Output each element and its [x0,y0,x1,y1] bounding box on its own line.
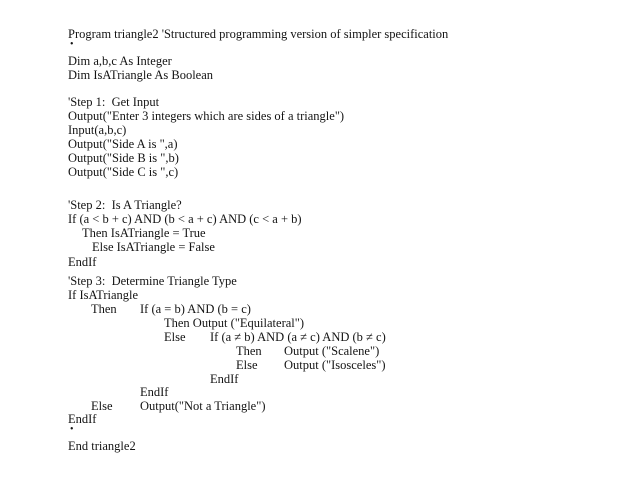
code-line: Then [236,344,262,358]
code-line: Else [236,358,258,372]
program-header: Program triangle2 'Structured programming version of simpler specification [68,27,449,41]
step3-comment: 'Step 3: Determine Triangle Type [68,274,237,288]
bullet-dot: • [70,424,74,435]
declaration-line: Dim IsATriangle As Boolean [68,68,214,82]
step2-comment: 'Step 2: Is A Triangle? [68,198,182,212]
code-line: If (a ≠ b) AND (a ≠ c) AND (b ≠ c) [210,330,386,344]
code-line: EndIf [210,372,239,386]
code-line: If IsATriangle [68,288,139,302]
code-line: EndIf [68,412,97,426]
code-line: Output("Side C is ",c) [68,165,179,179]
code-line: If (a = b) AND (b = c) [140,302,251,316]
code-line: Output("Side B is ",b) [68,151,179,165]
code-line: Output ("Scalene") [284,344,380,358]
code-line: Else [164,330,186,344]
program-footer: End triangle2 [68,439,136,453]
code-line: Output ("Isosceles") [284,358,386,372]
code-line: Then [91,302,117,316]
code-line: Output("Side A is ",a) [68,137,178,151]
code-line: Else IsATriangle = False [92,240,215,254]
code-line: If (a < b + c) AND (b < a + c) AND (c < a + b) [68,212,302,226]
code-line: Then IsATriangle = True [82,226,206,240]
code-line: Input(a,b,c) [68,123,127,137]
declaration-line: Dim a,b,c As Integer [68,54,172,68]
bullet-dot: • [70,39,74,50]
code-line: Else [91,399,113,413]
code-line: EndIf [140,385,169,399]
code-line: Output("Not a Triangle") [140,399,266,413]
code-line: EndIf [68,255,97,269]
code-line: Then Output ("Equilateral") [164,316,305,330]
step1-comment: 'Step 1: Get Input [68,95,160,109]
code-line: Output("Enter 3 integers which are sides of a triangle") [68,109,345,123]
